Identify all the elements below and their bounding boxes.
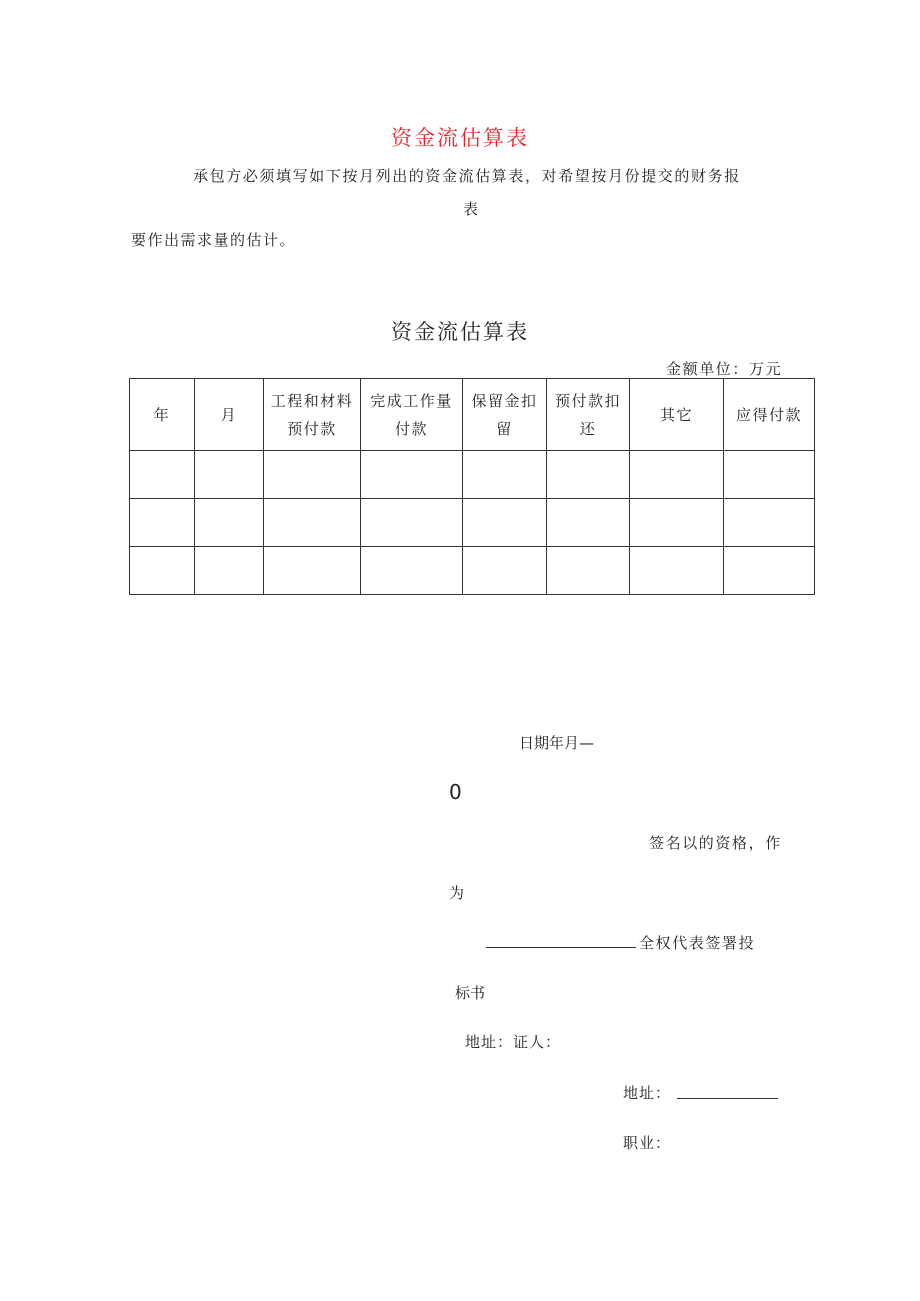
intro-text-line-3: 要作出需求量的估计。 <box>131 231 297 249</box>
table-cell <box>361 499 463 547</box>
occupation-label: 职业： <box>623 1134 672 1152</box>
table-cell <box>630 451 724 499</box>
header-retention: 保留金扣 留 <box>463 379 547 451</box>
address-witness-label: 地址：证人： <box>465 1033 562 1051</box>
table-cell <box>547 547 630 595</box>
table-cell <box>264 499 361 547</box>
header-advance-payment: 工程和材料 预付款 <box>264 379 361 451</box>
header-payment-due: 应得付款 <box>724 379 815 451</box>
table-cell <box>361 451 463 499</box>
signature-capacity-line-1: 签名以的资格，作 <box>649 834 782 852</box>
table-row <box>130 547 815 595</box>
zero-mark: 0 <box>449 780 462 804</box>
table-cell <box>195 499 264 547</box>
date-label: 日期年月— <box>519 734 595 752</box>
table-cell <box>130 499 195 547</box>
table-cell <box>130 451 195 499</box>
table-cell <box>264 547 361 595</box>
table-cell <box>547 499 630 547</box>
table-row <box>130 451 815 499</box>
header-year: 年 <box>130 379 195 451</box>
intro-text-line-1: 承包方必须填写如下按月列出的资金流估算表，对希望按月份提交的财务报 <box>193 167 741 185</box>
signature-capacity-line-2: 为 <box>449 884 465 902</box>
address-label: 地址： <box>623 1084 672 1102</box>
header-work-payment: 完成工作量 付款 <box>361 379 463 451</box>
table-cell <box>724 547 815 595</box>
table-cell <box>361 547 463 595</box>
cash-flow-table <box>129 378 815 595</box>
table-cell <box>463 547 547 595</box>
table-cell <box>724 499 815 547</box>
address-blank-line <box>677 1098 778 1099</box>
table-row <box>130 499 815 547</box>
intro-text-line-2: 表 <box>463 200 479 218</box>
header-other: 其它 <box>630 379 724 451</box>
page-title: 资金流估算表 <box>391 126 529 150</box>
table-cell <box>264 451 361 499</box>
table-cell <box>724 451 815 499</box>
table-header-row <box>130 379 815 451</box>
table-cell <box>130 547 195 595</box>
table-title: 资金流估算表 <box>391 320 529 344</box>
table-cell <box>195 547 264 595</box>
table-cell <box>463 499 547 547</box>
bid-document-label: 标书 <box>455 984 486 1002</box>
table-cell <box>630 499 724 547</box>
table-cell <box>463 451 547 499</box>
representative-label: 全权代表签署投 <box>639 934 756 952</box>
signature-blank-line <box>486 947 636 948</box>
table-cell <box>630 547 724 595</box>
table-cell <box>547 451 630 499</box>
header-advance-repayment: 预付款扣 还 <box>547 379 630 451</box>
header-month: 月 <box>195 379 264 451</box>
amount-unit-label: 金额单位：万元 <box>666 360 783 378</box>
table-cell <box>195 451 264 499</box>
